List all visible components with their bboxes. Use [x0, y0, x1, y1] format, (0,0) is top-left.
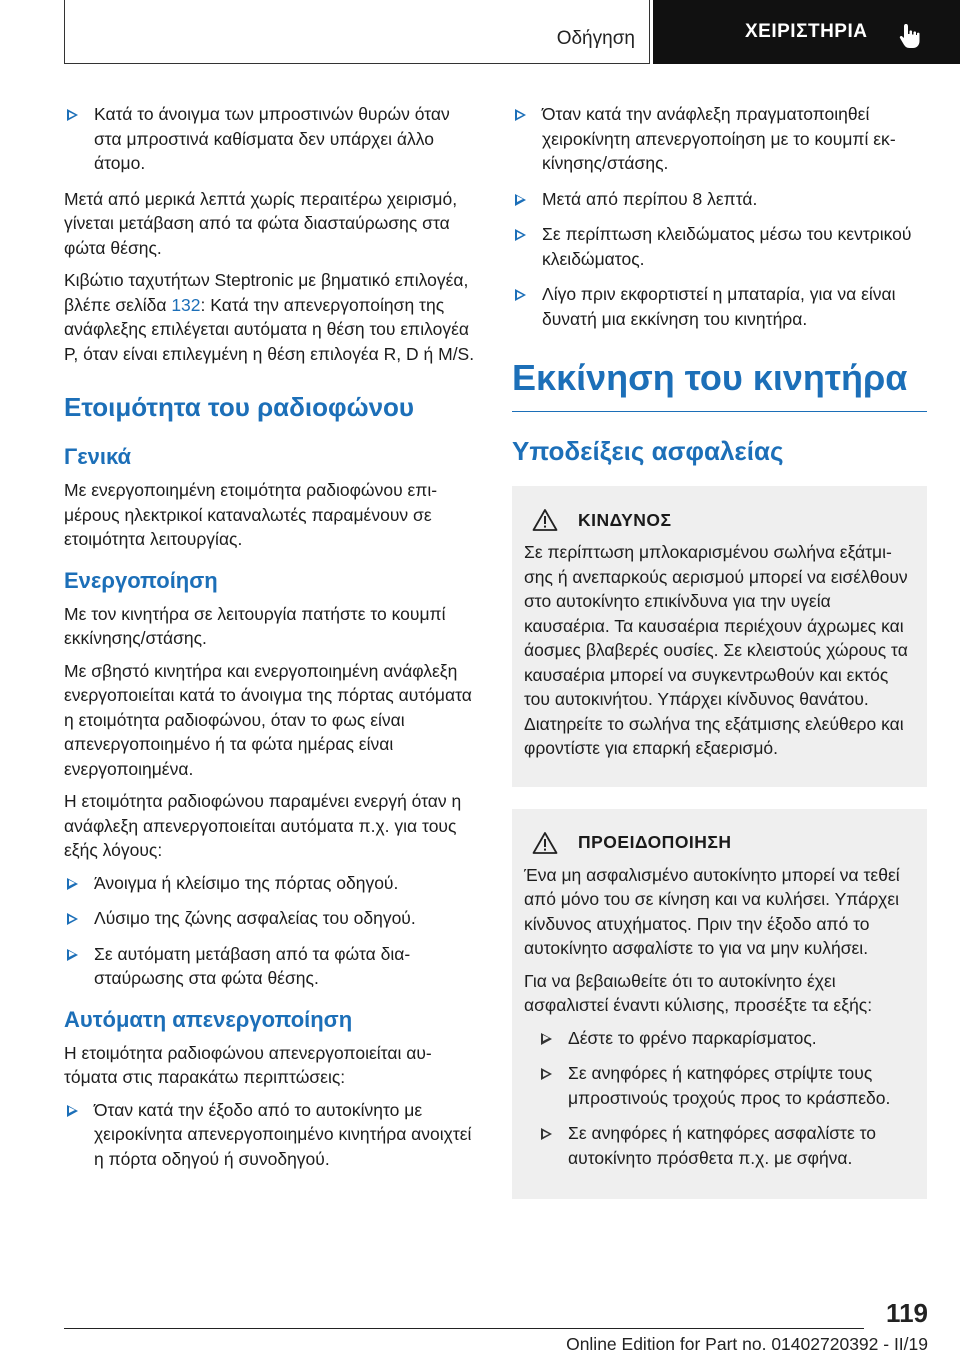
list-item: Σε περίπτωση κλειδώματος μέσω του κεντρικού κλειδώματος. — [512, 222, 927, 271]
triangle-bullet-icon — [515, 109, 526, 121]
danger-header — [524, 508, 911, 532]
heading-engine-start: Εκκίνηση του κινητήρα — [512, 357, 927, 412]
triangle-bullet-icon — [515, 229, 526, 241]
warning-triangle-icon — [532, 831, 558, 855]
triangle-bullet-icon — [541, 1128, 552, 1140]
hand-pointer-icon — [897, 22, 923, 50]
footer-divider — [64, 1328, 864, 1329]
triangle-bullet-icon — [67, 109, 78, 121]
list-item: Μετά από περίπου 8 λεπτά. — [512, 187, 927, 212]
triangle-bullet-icon — [515, 289, 526, 301]
list-item: Άνοιγμα ή κλείσιμο της πόρτας οδηγού. — [64, 871, 479, 896]
list-item: Δέστε το φρένο παρκαρίσματος. — [538, 1026, 911, 1051]
paragraph: Με σβηστό κινητήρα και ενεργοποιημένη ανάφλεξη ενεργοποιείται κατά το άνοιγμα της πόρτας αυτόματα η ετοιμότητα ραδιοφώνου, όταν το φως είναι απενεργοποιημένο ή τα φώτα ημέρας είναι ενεργοποιημένα. — [64, 660, 472, 779]
warning-text: Ένα μη ασφαλισμένο αυτοκίνητο μπορεί να τεθεί από μόνο του σε κίνηση και να κυλήσει. Υπάρχει κίνδυνος ατυχήματος. Πριν την έξοδο από το αυτοκίνητο ασφαλίστε το για να μην κυλήσει. — [524, 864, 900, 958]
triangle-bullet-icon — [67, 1105, 78, 1117]
header-chapter-tab[interactable] — [653, 0, 960, 64]
heading-auto-deactivation: Αυτόματη απενεργοποίηση — [64, 1006, 353, 1032]
heading-safety-notes: Υποδείξεις ασφαλείας — [512, 436, 784, 466]
list-item: Όταν κατά την ανάφλεξη πραγματοποιηθεί χειροκίνητη απενεργοποίηση με το κουμπί εκκίνησης/στάσης. — [512, 102, 927, 176]
triangle-bullet-icon — [67, 949, 78, 961]
triangle-bullet-icon — [541, 1068, 552, 1080]
page-reference-link[interactable]: 132 — [171, 294, 201, 315]
header-frame — [64, 0, 650, 64]
warning-header — [524, 831, 911, 855]
warning-text: Για να βεβαιωθείτε ότι το αυτοκίνητο έχει ασφαλιστεί έναντι κύλισης, προσέξτε τα εξής: — [524, 970, 873, 1015]
paragraph: Κιβώτιο ταχυτήτων Steptronic με βηματικό επιλογέα, βλέπε σελίδα 132: Κατά την απενεργοποίηση της ανάφλεξης επιλέγεται αυτόματα η θέση του επιλογέα P, όταν είναι επιλεγμένη η θέση επιλογέα R, D ή M/S. — [64, 270, 475, 364]
paragraph: Με ενεργοποιημένη ετοιμότητα ραδιοφώνου επιμέρους ηλεκτρικοί καταναλωτές παραμένουν σε ετοιμότητα λειτουργίας. — [64, 480, 438, 549]
footer-edition: Online Edition for Part no. 01402720392 - II/19 — [566, 1334, 928, 1354]
triangle-bullet-icon — [67, 878, 78, 890]
triangle-bullet-icon — [515, 194, 526, 206]
page-number: 119 — [886, 1298, 928, 1328]
paragraph: Μετά από μερικά λεπτά χωρίς περαιτέρω χειρισμό, γίνεται μετάβαση από τα φώτα διασταύρωσης στα φώτα θέσης. — [64, 188, 458, 258]
heading-general: Γενικά — [64, 444, 132, 469]
triangle-bullet-icon — [541, 1033, 552, 1045]
triangle-bullet-icon — [67, 913, 78, 925]
danger-title: ΚΙΝΔΥΝΟΣ — [578, 509, 672, 530]
warning-triangle-icon — [532, 508, 558, 532]
list-item: Λύσιμο της ζώνης ασφαλείας του οδηγού. — [64, 906, 479, 931]
heading-activation: Ενεργοποίηση — [64, 567, 218, 593]
header-chapter-label: ΧΕΙΡΙΣΤΗΡΙΑ — [745, 21, 868, 42]
header-section-title: Οδήγηση — [556, 28, 635, 49]
list-item: Λίγο πριν εκφορτιστεί η μπαταρία, για να είναι δυνατή μια εκκίνηση του κινητήρα. — [512, 282, 927, 331]
paragraph: Με τον κινητήρα σε λειτουργία πατήστε το κουμπί εκκίνησης/στάσης. — [64, 603, 446, 648]
danger-box — [512, 486, 927, 787]
list-item: Κατά το άνοιγμα των μπροστινών θυρών όταν στα μπροστινά καθίσματα δεν υπάρχει άλλο άτομο. — [64, 102, 479, 176]
warning-box — [512, 809, 927, 1200]
warning-title: ΠΡΟΕΙΔΟΠΟΙΗΣΗ — [578, 832, 732, 852]
list-item: Σε ανηφόρες ή κατηφόρες στρίψτε τους μπροστινούς τροχούς προς το κράσπεδο. — [538, 1061, 911, 1110]
paragraph: Η ετοιμότητα ραδιοφώνου παραμένει ενεργή όταν η ανάφλεξη απενεργοποιείται αυτόματα π.χ. για τους εξής λόγους: — [64, 791, 462, 860]
heading-radio-readiness: Ετοιμότητα του ραδιοφώνου — [64, 392, 415, 422]
paragraph: Η ετοιμότητα ραδιοφώνου απενεργοποιείται αυτόματα στις παρακάτω περιπτώσεις: — [64, 1042, 432, 1087]
list-item: Όταν κατά την έξοδο από το αυτοκίνητο με χειροκίνητα απενεργοποιημένο κινητήρα ανοιχτεί η πόρτα οδηγού ή συνοδηγού. — [64, 1098, 479, 1172]
danger-text: Σε περίπτωση μπλοκαρισμένου σωλήνα εξάτμισης ή ανεπαρκούς αερισμού μπορεί να εισέλθουν στο αυτοκίνητο επικίνδυνα για την υγεία καυσαέρια. Τα καυσαέρια περιέχουν άχρωμες και άοσμες βλαβερές ουσίες. Σε κλειστούς χώρους τα καυσαέρια μπορεί να συγκεντρωθούν και εκτός του αυτοκινήτου. Υπάρχει κίνδυνος θανάτου. Διατηρείτε το σωλήνα της εξάτμισης ελεύθερο και φροντίστε για επαρκή εξαερισμό. — [524, 542, 908, 758]
left-column — [64, 102, 479, 1182]
right-column — [512, 102, 927, 1221]
list-item: Σε αυτόματη μετάβαση από τα φώτα διασταύρωσης στα φώτα θέσης. — [64, 942, 479, 991]
list-item: Σε ανηφόρες ή κατηφόρες ασφαλίστε το αυτοκίνητο πρόσθετα π.χ. με σφήνα. — [538, 1121, 911, 1170]
